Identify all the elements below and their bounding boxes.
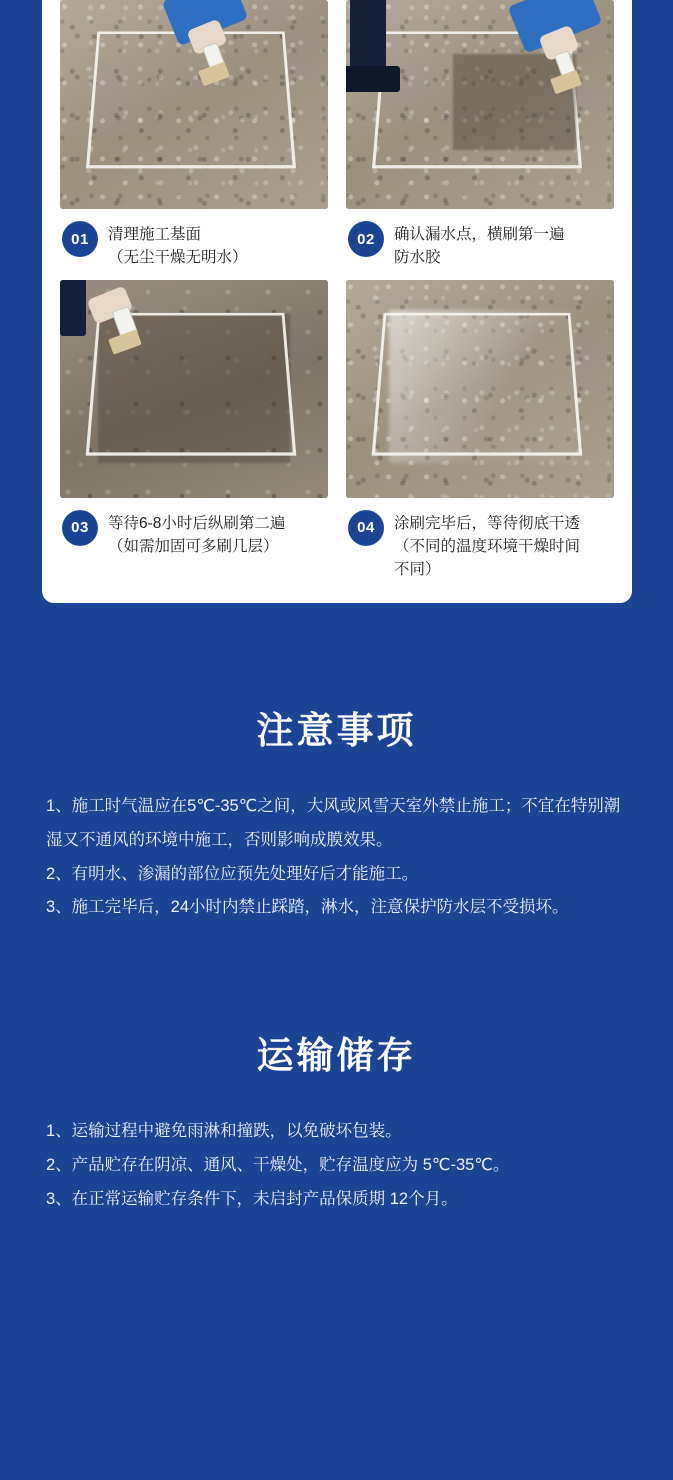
notes-title: 注意事项 [256, 710, 417, 751]
worker-leg [60, 280, 86, 336]
notes-paragraph: 1、施工时气温应在5℃-35℃之间，大风或风雪天室外禁止施工；不宜在特别潮湿又不通风的环境中施工，否则影响成膜效果。 [46, 797, 621, 849]
step-text [394, 510, 580, 582]
step-item-03 [60, 280, 328, 586]
step-caption-03 [60, 498, 328, 563]
step-caption-04 [346, 498, 614, 586]
step-photo-04 [346, 280, 614, 498]
notes-body [0, 754, 673, 925]
step-item-04 [346, 280, 614, 586]
transport-title: 运输储存 [256, 1035, 417, 1076]
step-text-line: 不同） [394, 561, 441, 578]
step-text-line: （如需加固可多刷几层） [108, 537, 279, 555]
transport-paragraph: 1、运输过程中避免雨淋和撞跌，以免破坏包装。 [46, 1122, 402, 1140]
transport-paragraph: 3、在正常运输贮存条件下，未启封产品保质期 12个月。 [46, 1189, 458, 1208]
step-number-badge: 03 [62, 510, 98, 546]
step-text-line: 等待6-8小时后纵刷第二遍 [108, 514, 286, 532]
step-text [108, 510, 285, 559]
step-item-02 [346, 0, 614, 274]
step-text [108, 221, 248, 270]
transport-body [0, 1079, 673, 1216]
notes-paragraph: 2、有明水、渗漏的部位应预先处理好后才能施工。 [46, 864, 419, 883]
step-text-line: 涂刷完毕后，等待彻底干透 [394, 514, 581, 532]
step-item-01 [60, 0, 328, 274]
tape-frame [86, 313, 297, 456]
notes-paragraph: 3、施工完毕后，24小时内禁止踩踏，淋水，注意保护防水层不受损坏。 [46, 898, 569, 917]
notes-section [0, 700, 673, 925]
step-text [394, 221, 565, 270]
step-text-line: 确认漏水点，横刷第一遍 [394, 226, 565, 243]
transport-paragraph: 2、产品贮存在阴凉、通风、干燥处，贮存温度应为 5℃-35℃。 [46, 1155, 510, 1174]
step-photo-03 [60, 280, 328, 498]
step-text-line: （无尘干燥无明水） [108, 249, 248, 267]
tape-frame [372, 313, 583, 456]
step-number-badge: 02 [348, 221, 384, 257]
step-caption-02 [346, 209, 614, 274]
step-photo-01 [60, 0, 328, 209]
step-text-line: （不同的温度环境干燥时间 [394, 537, 581, 555]
worker-shoe [346, 66, 400, 92]
step-caption-01 [60, 209, 328, 274]
step-text-line: 防水胶 [394, 249, 441, 267]
step-number-badge: 04 [348, 510, 384, 546]
transport-storage-section [0, 1025, 673, 1216]
construction-steps-card [42, 0, 632, 603]
steps-grid [60, 0, 614, 585]
step-text-line: 清理施工基面 [108, 226, 202, 243]
step-number-badge: 01 [62, 221, 98, 257]
step-photo-02 [346, 0, 614, 209]
tape-frame [86, 32, 296, 169]
